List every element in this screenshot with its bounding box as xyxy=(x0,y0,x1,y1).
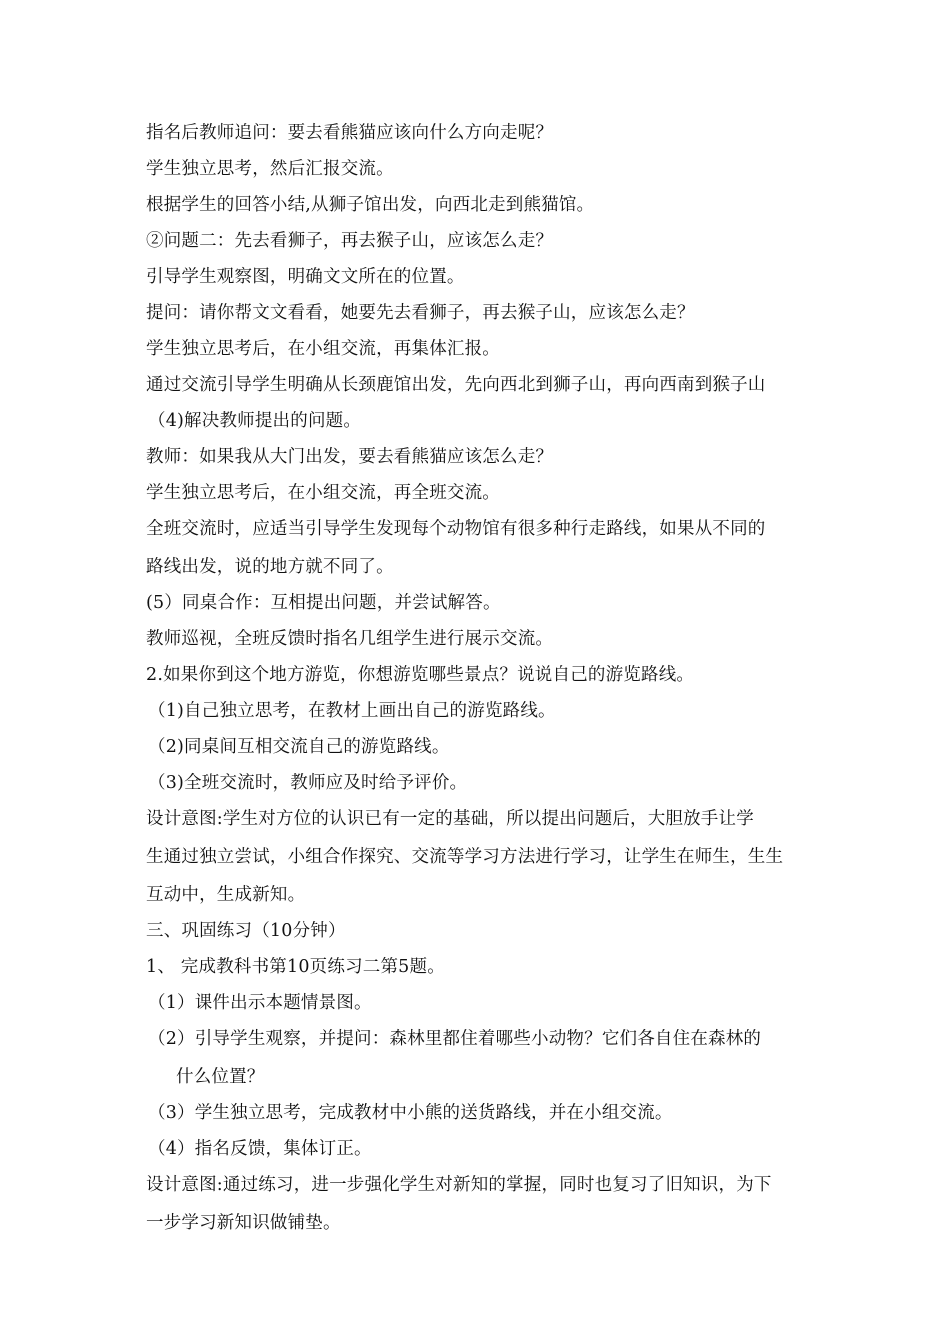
paragraph-line: 互动中，生成新知。 xyxy=(146,885,306,905)
paragraph-line: （1）课件出示本题情景图。 xyxy=(148,993,372,1013)
paragraph-line: 什么位置？ xyxy=(176,1067,265,1087)
paragraph-line: 生通过独立尝试，小组合作探究、交流等学习方法进行学习，让学生在师生，生生 xyxy=(146,847,784,867)
document-body xyxy=(146,115,816,1241)
paragraph-line: 指名后教师追问：要去看熊猫应该向什么方向走呢？ xyxy=(146,123,554,143)
paragraph-line: 学生独立思考后，在小组交流，再集体汇报。 xyxy=(146,339,500,359)
paragraph-line: 2.如果你到这个地方游览，你想游览哪些景点？说说自己的游览路线。 xyxy=(146,665,695,685)
paragraph-line: （4）指名反馈，集体订正。 xyxy=(148,1139,372,1159)
paragraph-line: （1)自己独立思考，在教材上画出自己的游览路线。 xyxy=(148,701,556,721)
paragraph-line: （3)全班交流时，教师应及时给予评价。 xyxy=(148,773,468,793)
paragraph-line: 一步学习新知识做铺垫。 xyxy=(146,1213,341,1233)
paragraph-line: 1、 完成教科书第10页练习二第5题。 xyxy=(146,957,445,977)
paragraph-line: （4)解决教师提出的问题。 xyxy=(148,411,362,431)
paragraph-line: 引导学生观察图，明确文文所在的位置。 xyxy=(146,267,465,287)
paragraph-line: 学生独立思考，然后汇报交流。 xyxy=(146,159,394,179)
paragraph-line: 设计意图:通过练习，进一步强化学生对新知的掌握，同时也复习了旧知识，为下 xyxy=(146,1175,772,1195)
section-heading: 三、巩固练习（10分钟） xyxy=(146,921,346,941)
paragraph-line: 全班交流时，应适当引导学生发现每个动物馆有很多种行走路线，如果从不同的 xyxy=(146,519,766,539)
paragraph-line: 路线出发，说的地方就不同了。 xyxy=(146,557,394,577)
paragraph-line: （2）引导学生观察，并提问：森林里都住着哪些小动物？它们各自住在森林的 xyxy=(148,1029,762,1049)
paragraph-line: ②问题二：先去看狮子，再去猴子山，应该怎么走？ xyxy=(146,231,554,251)
paragraph-line: 教师巡视，全班反馈时指名几组学生进行展示交流。 xyxy=(146,629,554,649)
paragraph-line: 学生独立思考后，在小组交流，再全班交流。 xyxy=(146,483,500,503)
paragraph-line: 设计意图:学生对方位的认识已有一定的基础，所以提出问题后，大胆放手让学 xyxy=(146,809,754,829)
paragraph-line: 通过交流引导学生明确从长颈鹿馆出发，先向西北到狮子山，再向西南到猴子山 xyxy=(146,375,766,395)
paragraph-line: 根据学生的回答小结,从狮子馆出发，向西北走到熊猫馆。 xyxy=(146,195,595,215)
paragraph-line: 教师：如果我从大门出发，要去看熊猫应该怎么走？ xyxy=(146,447,554,467)
paragraph-line: 提问：请你帮文文看看，她要先去看狮子，再去猴子山，应该怎么走？ xyxy=(146,303,695,323)
paragraph-line: (5）同桌合作：互相提出问题，并尝试解答。 xyxy=(146,593,501,613)
paragraph-line: （3）学生独立思考，完成教材中小熊的送货路线，并在小组交流。 xyxy=(148,1103,673,1123)
paragraph-line: （2)同桌间互相交流自己的游览路线。 xyxy=(148,737,450,757)
